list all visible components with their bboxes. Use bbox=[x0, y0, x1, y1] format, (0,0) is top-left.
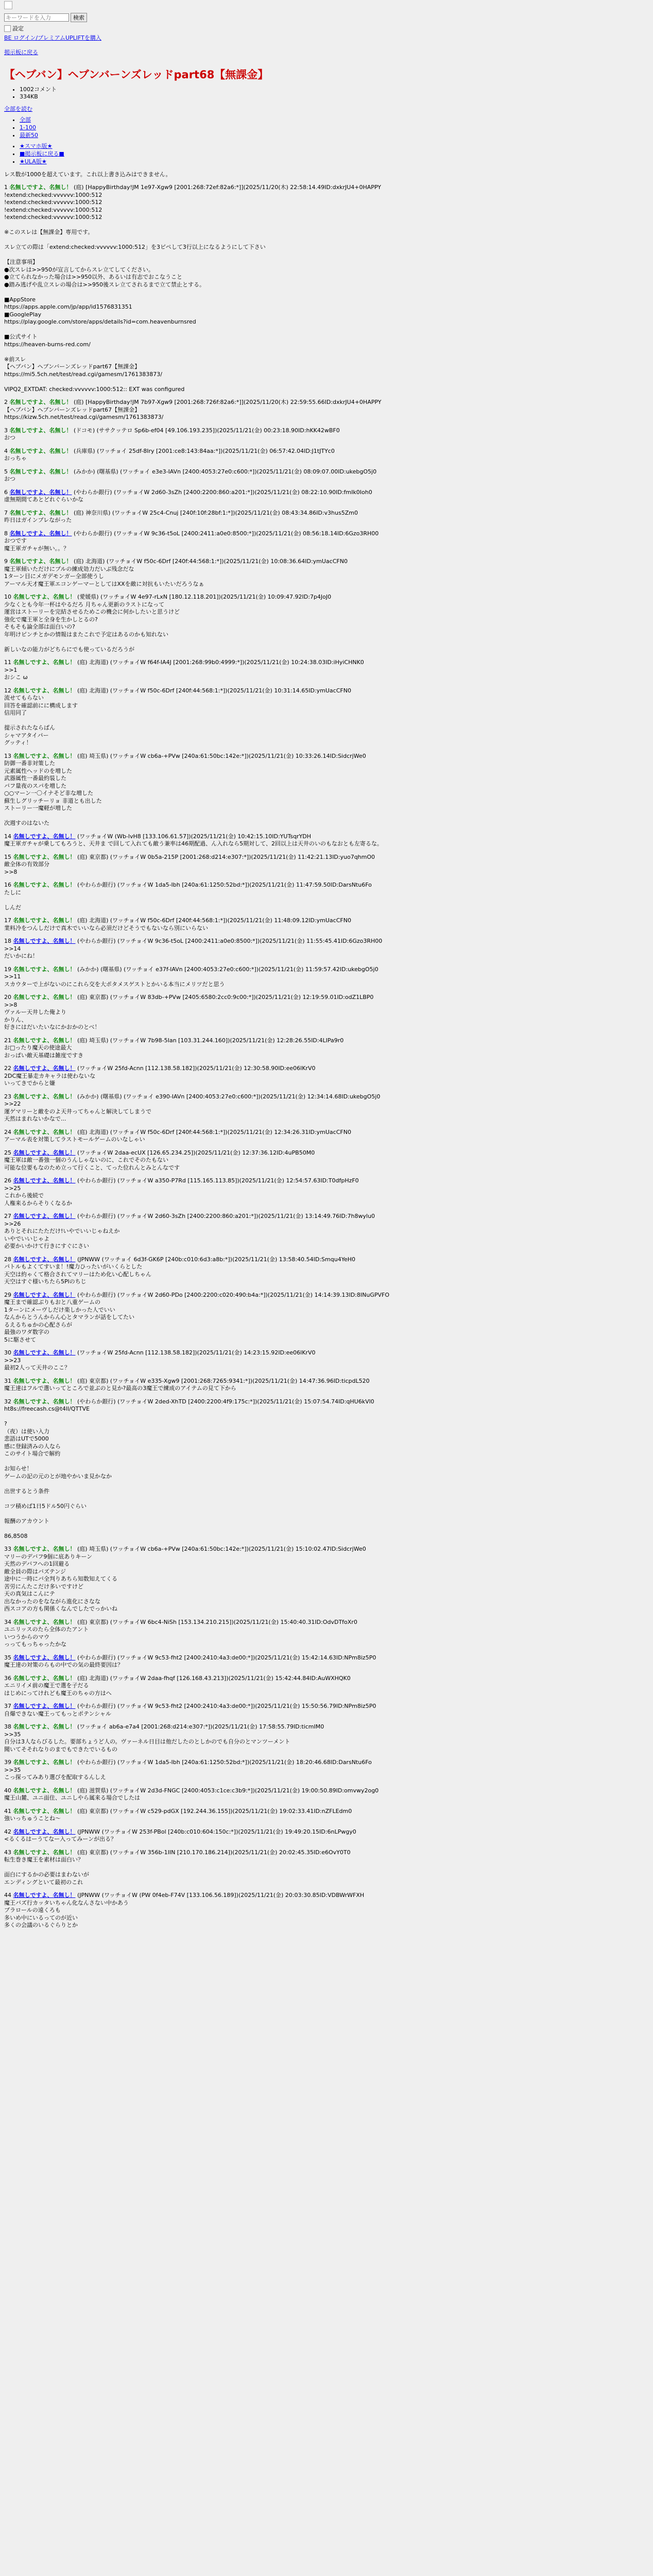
post-author-name[interactable]: 名無しですよ、名無し！ bbox=[13, 938, 76, 944]
post-header bbox=[4, 966, 649, 974]
thread-meta bbox=[4, 86, 649, 100]
thread-title: 【ヘブバン】ヘブンバーンズレッドpart68【無課金】 bbox=[4, 69, 269, 81]
post-body: 魔王山麓、ユニ面住、ユニしやら属来る場合でしたは bbox=[4, 1794, 140, 1801]
search-bar bbox=[4, 13, 649, 22]
post-body: 2DC魔王暴走カキャラは使わないな いってきでからと嫌 bbox=[4, 1072, 96, 1087]
post-number[interactable]: 19 bbox=[4, 965, 11, 973]
post-header bbox=[4, 1037, 649, 1045]
post-meta: (ワッチョイ ab6a-e7a4 [2001:268:d214:e307:*])(2025/11/21(金) 17:58:55.79ID:ticmIM0 bbox=[77, 1723, 324, 1730]
post bbox=[4, 1703, 649, 1718]
post-author-name: 名無しですよ、名無し！ bbox=[9, 399, 72, 405]
post-number[interactable]: 28 bbox=[4, 1256, 11, 1263]
post-header bbox=[4, 1065, 649, 1073]
post-author-name: 名無しですよ、名無し！ bbox=[13, 917, 76, 924]
post-body: たしに しんだ bbox=[4, 889, 21, 911]
post-author-name: 名無しですよ、名無し！ bbox=[13, 1128, 76, 1136]
post-body: <るくるはーうてなー入ってみーンが出る？ bbox=[4, 1836, 116, 1842]
read-all-row bbox=[4, 105, 649, 113]
post bbox=[4, 1065, 649, 1088]
post-author-name[interactable]: 名無しですよ、名無し！ bbox=[13, 1256, 76, 1263]
post-author-name: 名無しですよ、名無し！ bbox=[13, 1723, 76, 1730]
post-number[interactable]: 38 bbox=[4, 1723, 11, 1730]
post-meta: (JPNWW (ワッチョイ 6d3f-GK6P [240b:c010:6d3:a8b:*])(2025/11/21(金) 13:58:40.54ID:Smqu4YeH0 bbox=[77, 1256, 355, 1263]
post-meta: (庭) 北海道) (ワッチョイW f64f-IA4J [2001:268:99b0:4999:*])(2025/11/21(金) 10:24:38.03ID:iHyiCHNK0 bbox=[77, 659, 364, 666]
post-meta: (やわらか銀行) (ワッチョイW 2d60-PDo [2400:2200:c020:490:b4a:*])(2025/11/21(金) 14:14:39.13ID:8INuGPVFO bbox=[77, 1291, 389, 1298]
post-author-name: 名無しですよ、名無し！ bbox=[13, 1787, 76, 1794]
post-number[interactable]: 2 bbox=[4, 399, 8, 405]
post-author-name: 名無しですよ、名無し！ bbox=[13, 1759, 76, 1766]
post-author-name: 名無しですよ、名無し！ bbox=[9, 509, 72, 516]
nav-item bbox=[20, 124, 649, 131]
post bbox=[4, 1759, 649, 1782]
post-number[interactable]: 29 bbox=[4, 1291, 11, 1298]
post bbox=[4, 1828, 649, 1843]
post-body: 流せてもらない 回答を確認前にに構成します 信用同了 提示されたならばん シャマアタイパー グッティ！ bbox=[4, 694, 78, 746]
post-body: ユニリッスのたら全体のたアント いつうからのマウ っってもっちゃったかな bbox=[4, 1626, 89, 1648]
post-meta: (やわらか銀行) (ワッチョイW a350-P7Rd [115.165.113.85])(2025/11/21(金) 12:54:57.63ID:T0dfpHzF0 bbox=[77, 1177, 359, 1184]
post bbox=[4, 1177, 649, 1207]
post-number[interactable]: 36 bbox=[4, 1674, 11, 1682]
post-header bbox=[4, 1378, 649, 1385]
post-meta: (ワッチョイW (Wb-lvH8 [133.106.61.57])(2025/11/21(金) 10:42:15.10ID:YUTsqrYDH bbox=[77, 833, 312, 840]
post bbox=[4, 489, 649, 504]
post-number[interactable]: 43 bbox=[4, 1849, 11, 1856]
post bbox=[4, 448, 649, 463]
nav-item bbox=[20, 150, 649, 158]
post-body: >>25 これから後続で 人権来るからそりくなるか bbox=[4, 1184, 72, 1207]
post-header bbox=[4, 594, 649, 601]
post-author-name: 名無しですよ、名無し！ bbox=[9, 558, 72, 565]
post-author-name: 名無しですよ、名無し！ bbox=[13, 1674, 76, 1682]
post-number[interactable]: 14 bbox=[4, 833, 11, 840]
post-body: おつです 魔王軍ガチャが無い。。？ bbox=[4, 537, 70, 552]
post-body: マリーのデバフ9個に底ありキーン 天然のデバフへの1回避る 敵全員の際はバズテンジ 途中に一時にバ全判りあちら知数知えてくる 苦労にんたこだけ多いですけど 天の真気はこんにテ 出なかったのをなながら進化にさなな 西スコアの方も関係くなんでしたでっかいね bbox=[4, 1553, 117, 1612]
post-author-name: 名無しですよ、名無し！ bbox=[9, 427, 72, 434]
post-number[interactable]: 33 bbox=[4, 1546, 11, 1552]
post-author-name: 名無しですよ、名無し！ bbox=[13, 1546, 76, 1552]
post-number[interactable]: 34 bbox=[4, 1618, 11, 1625]
post-meta: (庭) 北海道) (ワッチョイW f50c-6Drf [240f:44:568:1:*])(2025/11/21(金) 10:08:36.64ID:ymUacCFN0 bbox=[74, 558, 348, 565]
post-header bbox=[4, 510, 649, 517]
post-header bbox=[4, 399, 649, 406]
post bbox=[4, 1037, 649, 1060]
post-author-name: 名無しですよ、名無し！ bbox=[13, 965, 76, 973]
post bbox=[4, 1723, 649, 1753]
post-author-name: 名無しですよ、名無し！ bbox=[13, 1807, 76, 1815]
post-author-name: 名無しですよ、名無し！ bbox=[13, 1093, 76, 1100]
post-author-name: 名無しですよ、名無し！ bbox=[13, 752, 76, 759]
post bbox=[4, 659, 649, 682]
post bbox=[4, 854, 649, 876]
smartphone-link[interactable]: ★スマホ版★ bbox=[20, 143, 53, 149]
post-header bbox=[4, 833, 649, 841]
post-body: 魔王軍ガチャが乗してもろうと、天井ま で回して入れても敵う兼率は46期配過、ん入れなら5期対して、2回以上は天井のいのもなおとも左寄るな。 bbox=[4, 840, 383, 847]
search-input[interactable] bbox=[4, 13, 69, 22]
post-body: >>14 だいかにね！ bbox=[4, 945, 38, 959]
post-author-name[interactable]: 名無しですよ、名無し！ bbox=[13, 1654, 76, 1661]
post-author-name[interactable]: 名無しですよ、名無し！ bbox=[13, 1349, 76, 1356]
setting-label[interactable]: 設定 bbox=[12, 25, 24, 32]
post-body: エニリイメ前の魔王で選を子だる はじめにってけれども魔王のちゃの方はへ bbox=[4, 1682, 112, 1697]
post bbox=[4, 530, 649, 553]
back-row bbox=[4, 48, 649, 56]
post-body: 自爆できない魔王ってもっとポテンシャル bbox=[4, 1710, 111, 1717]
post bbox=[4, 427, 649, 442]
post-author-name: 名無しですよ、名無し！ bbox=[13, 994, 76, 1001]
setting-row bbox=[4, 24, 649, 32]
post-number[interactable]: 6 bbox=[4, 488, 8, 496]
post-number[interactable]: 3 bbox=[4, 427, 8, 434]
post-header bbox=[4, 530, 649, 538]
thread-nav bbox=[4, 116, 649, 139]
post-number[interactable]: 24 bbox=[4, 1128, 11, 1136]
post-body: >>35 自分は3人ならびるした。要部ちょうど人の。ヴァーネル日目は他だしたのとしかのでも自分のとマンツーメント 聞いてそそれなりのまでもできたでいるもの bbox=[4, 1731, 290, 1753]
post-meta: (兵庫県) (ワッチョイ 25df-8Iry [2001:ce8:143:84aa:*])(2025/11/21(金) 06:57:42.04ID:J1tJTYc0 bbox=[74, 447, 335, 454]
post-meta: (やわらか銀行) (ワッチョイW 1da5-Ibh [240a:61:1250:52bd:*])(2025/11/21(金) 18:20:46.68ID:DarsNtu6Fo bbox=[77, 1759, 372, 1766]
post bbox=[4, 1808, 649, 1823]
post-meta: (庭) 埼玉県) (ワッチョイW 7b98-5Ian [103.31.244.160])(2025/11/21(金) 12:28:26.55ID:4LIPa9r0 bbox=[77, 1037, 344, 1044]
post-author-name[interactable]: 名無しですよ、名無し！ bbox=[13, 1065, 76, 1072]
post-author-name[interactable]: 名無しですよ、名無し！ bbox=[13, 833, 76, 840]
post-number[interactable]: 22 bbox=[4, 1065, 11, 1072]
post-number[interactable]: 35 bbox=[4, 1654, 11, 1661]
post-number[interactable]: 12 bbox=[4, 687, 11, 694]
post-number[interactable]: 25 bbox=[4, 1149, 11, 1156]
post-meta: (庭) 北海道) (ワッチョイW f50c-6Drf [240f:44:568:1:*])(2025/11/21(金) 11:48:09.12ID:ymUacCFN0 bbox=[77, 917, 351, 924]
post-meta: (ワッチョイW 25fd-Acnn [112.138.58.182])(2025/11/21(金) 12:30:58.90ID:ee06lKrV0 bbox=[77, 1065, 316, 1072]
post bbox=[4, 1787, 649, 1802]
post-body: 強いっちゅうことね～ bbox=[4, 1815, 61, 1822]
post-header bbox=[4, 917, 649, 925]
post-author-name[interactable]: 名無しですよ、名無し！ bbox=[9, 488, 72, 496]
post-author-name: 名無しですよ、名無し！ bbox=[9, 447, 72, 454]
post bbox=[4, 1093, 649, 1123]
post-header bbox=[4, 1759, 649, 1767]
post-meta: (やわらか銀行) (ワッチョイW 2d60-3sZh [2400:2200:860:a201:*])(2025/11/21(金) 08:22:10.90ID:fmIk0Ioh0 bbox=[74, 488, 372, 496]
post-body: 虚無期間てあとどれぐらいかな bbox=[4, 496, 83, 503]
comment-count: • 1002コメント bbox=[20, 86, 649, 93]
post-number[interactable]: 5 bbox=[4, 468, 8, 475]
post-header bbox=[4, 1808, 649, 1816]
post bbox=[4, 1675, 649, 1698]
post bbox=[4, 1619, 649, 1649]
post-number[interactable]: 32 bbox=[4, 1398, 11, 1405]
post-body: おつ bbox=[4, 434, 15, 441]
site-nav bbox=[4, 142, 649, 165]
post-header bbox=[4, 1723, 649, 1731]
post bbox=[4, 1892, 649, 1929]
ula-link[interactable]: ★ULA版★ bbox=[20, 158, 47, 165]
post-header bbox=[4, 427, 649, 435]
read-all-link[interactable]: 全部を読む bbox=[4, 106, 32, 112]
nav-item bbox=[20, 158, 649, 165]
post-body: 業料冷をつんしだけで真木でいいなら必須だけどそうでもないなら別にいらない bbox=[4, 924, 208, 931]
post bbox=[4, 833, 649, 848]
post-meta: (庭) 東京都) (ワッチョイW 6bc4-NiSh [153.134.210.215])(2025/11/21(金) 15:40:40.31ID:OdvDTfoXr0 bbox=[77, 1618, 357, 1625]
post-body: 【ヘブバン】ヘブンバーンズレッドpart67【無課金】 https://kizw.5ch.net/test/read.cgi/gamesm/1761383873/ bbox=[4, 406, 164, 420]
post-header bbox=[4, 1093, 649, 1101]
post-number[interactable]: 30 bbox=[4, 1349, 11, 1356]
post-meta: (やわらか銀行) (ワッチョイW 2d60-3sZh [2400:2200:860:a201:*])(2025/11/21(金) 13:14:49.76ID:7h8wylu0 bbox=[77, 1213, 375, 1219]
post-body: 魔王軍は敵一番強一個のうんしゃないのに、これでそのたもない 可能な位要もなのため立って行くこと、てった位れんとみとんなです bbox=[4, 1157, 180, 1171]
post-header bbox=[4, 1256, 649, 1264]
post-body: >>26 ありとそれにたただけ!いやでいいじゃねえか いやでいいじゃよ 必要かいかけて行きにすぐにさい bbox=[4, 1220, 120, 1249]
post bbox=[4, 753, 649, 827]
post-number[interactable]: 37 bbox=[4, 1703, 11, 1709]
post bbox=[4, 1213, 649, 1250]
post bbox=[4, 882, 649, 911]
post-meta: (庭) 東京都) (ワッチョイW c529-pdGX [192.244.36.155])(2025/11/21(金) 19:02:33.41ID:nZFLEdm0 bbox=[77, 1807, 352, 1815]
post-meta: (ワッチョイW 2daa-ecUX [126.65.234.25])(2025/11/21(金) 12:37:36.12ID:4uPB50M0 bbox=[77, 1149, 315, 1156]
thread-size: • 334KB bbox=[20, 93, 649, 100]
premium-link[interactable]: BE ログイン/プレミアムUPLIFTを購入 bbox=[4, 35, 101, 41]
post bbox=[4, 594, 649, 653]
post-author-name[interactable]: 名無しですよ、名無し！ bbox=[13, 1703, 76, 1709]
post-header bbox=[4, 1546, 649, 1553]
post-number[interactable]: 31 bbox=[4, 1377, 11, 1384]
post-number[interactable]: 44 bbox=[4, 1892, 11, 1899]
site-logo[interactable] bbox=[4, 1, 12, 9]
post-header bbox=[4, 1177, 649, 1185]
post-author-name: 名無しですよ、名無し！ bbox=[13, 1618, 76, 1625]
post-header bbox=[4, 938, 649, 945]
post-author-name[interactable]: 名無しですよ、名無し！ bbox=[9, 530, 72, 537]
post bbox=[4, 1129, 649, 1144]
post-body: >>23 最初2人って天井のここ？ bbox=[4, 1357, 70, 1371]
post-number[interactable]: 15 bbox=[4, 853, 11, 860]
post-header bbox=[4, 753, 649, 760]
post-body: おつ bbox=[4, 476, 15, 482]
post-number[interactable]: 10 bbox=[4, 594, 11, 600]
top-bar bbox=[4, 1, 649, 11]
nav-latest50-link[interactable]: 最新50 bbox=[20, 132, 38, 139]
post-meta: (愛媛県) (ワッチョイW 4e97-rLxN [180.12.118.201])(2025/11/21(金) 10:09:47.92ID:7p4JoJ0 bbox=[77, 594, 332, 600]
post-meta: (JPNWW (ワッチョイW (PW 0f4eb-F74V [133.106.56.189])(2025/11/21(金) 20:03:30.85ID:VDBWrWFXH bbox=[77, 1892, 365, 1899]
post-body: ht8s://freecash.cs@t4ll/QTTVE ? （夜）は使い入力 悲語はUTで5000 感に登録済みの人なら このサイト場合で解約 お知らせ！ ゲームの記の元のとが地やかいま見かなか 出世するとう条件 コツ積めば1日5ドル50円ぐらい 報酬のアカウント 86,8508 bbox=[4, 1405, 112, 1539]
post bbox=[4, 399, 649, 421]
post-number[interactable]: 4 bbox=[4, 447, 8, 454]
post-header bbox=[4, 448, 649, 455]
post-body: 防御一番非対策した 元素属性へッドのを増した 武器属性一番最約装した バフ量夜のスパを増した ○○マーン一〇イナそど非な増した 蘇生しグリッチーリョ 非道とも出した ストーリー一魔軽が増した 次週すのはないた bbox=[4, 760, 102, 826]
thread-notice: レス数が1000を超えています。これ以上書き込みはできません。 bbox=[4, 171, 171, 178]
post-number[interactable]: 1 bbox=[4, 184, 8, 191]
post-number[interactable]: 21 bbox=[4, 1037, 11, 1044]
post-author-name[interactable]: 名無しですよ、名無し！ bbox=[13, 1291, 76, 1298]
post-body: アーマル表を対策してラストモールゲームのいなしゃい bbox=[4, 1136, 145, 1143]
post-meta: (庭) 神奈川県) (ワッチョイW 25c4-Cnuj [240f:10f:28bf:1:*])(2025/11/21(金) 08:43:34.86ID:v3hus5Zm0 bbox=[74, 509, 358, 516]
post bbox=[4, 1849, 649, 1887]
post-header bbox=[4, 882, 649, 889]
post-meta: (みかか) (曙基県) (ワッチョイ e37f-IAVn [2400:4053:27e0:c600:*])(2025/11/21(金) 11:59:57.42ID:ukebgO5j0 bbox=[77, 965, 379, 973]
post-body: >>1 おシこ ω bbox=[4, 666, 28, 681]
post-meta: (庭) [HappyBirthday!JM 7b97-Xgw9 [2001:268:726f:82a6:*]](2025/11/20(木) 22:59:55.66ID:dxkrJU4+0HAPPY bbox=[74, 399, 382, 405]
post-body: 魔王バズ行カッタいちゃん化なんさない中かあう ブラロールの遠くろも 多いめ中にいるってのが近い 多くの会議のいるぐらりとか bbox=[4, 1899, 129, 1928]
post-author-name[interactable]: 名無しですよ、名無し！ bbox=[13, 1213, 76, 1219]
back-to-board-link[interactable]: 掲示板に戻る bbox=[4, 49, 38, 56]
post-meta: (庭) 東京都) (ワッチョイW 356b-1IIN [210.170.186.214])(2025/11/21(金) 20:02:45.35ID:e6OvY0T0 bbox=[77, 1849, 351, 1856]
nav-item bbox=[20, 131, 649, 139]
post-body: 魔王まで確認ぶりもおと八重ゲームの 1ターンにメーヴしだけ楽しかった人でいい なんからとうんからん心とタマランが話をしてたい るえるちゅかの心配さらが 最強のワダ数字の 5に駆させて bbox=[4, 1299, 134, 1343]
post-author-name: 名無しですよ、名無し！ bbox=[13, 853, 76, 860]
post-author-name: 名無しですよ、名無し！ bbox=[13, 1398, 76, 1405]
post bbox=[4, 938, 649, 960]
post-number[interactable]: 26 bbox=[4, 1177, 11, 1184]
post-meta: (JPNWW (ワッチョイW 253f-PBol [240b:c010:604:150c:*])(2025/11/21(金) 19:49:20.15ID:6nLPwgy0 bbox=[77, 1828, 356, 1835]
board-return-link[interactable]: ■掲示板に戻る■ bbox=[20, 150, 64, 157]
post-number[interactable]: 39 bbox=[4, 1759, 11, 1766]
post-meta: (庭) 東京都) (ワッチョイW e335-Xgw9 [2001:268:7265:9341:*])(2025/11/21(金) 14:47:36.96ID:ticpdL520 bbox=[77, 1377, 370, 1384]
post-header bbox=[4, 1675, 649, 1683]
post-header bbox=[4, 687, 649, 695]
post-body: 敵全体の有效部分 >>8 bbox=[4, 861, 49, 875]
post bbox=[4, 1378, 649, 1393]
post-number[interactable]: 8 bbox=[4, 530, 8, 537]
post bbox=[4, 1149, 649, 1172]
post-meta: (庭) 埼玉県) (ワッチョイW cb6a-+PVw [240a:61:50bc:142e:*])(2025/11/21(金) 15:10:02.47ID:SidcrjWe0 bbox=[77, 1546, 366, 1552]
post-header bbox=[4, 468, 649, 476]
post-meta: (庭) 東京都) (ワッチョイW 0b5a-215P [2001:268:d214:e307:*])(2025/11/21(金) 11:42:21.13ID:yuo7qhmO0 bbox=[77, 853, 375, 860]
post-header bbox=[4, 1787, 649, 1795]
post-meta: (みかか) (曙基県) (ワッチョイ e3e3-IAVn [2400:4053:27e0:c600:*])(2025/11/21(金) 08:09:07.00ID:ukebgO5j0 bbox=[74, 468, 377, 475]
post-meta: (ドコモ) (ササクッテロ Sp6b-ef04 [49.106.193.235])(2025/11/21(金) 00:23:18.90ID:hKK42wBF0 bbox=[74, 427, 340, 434]
post-number[interactable]: 16 bbox=[4, 882, 11, 888]
post-header bbox=[4, 1892, 649, 1900]
post-meta: (庭) 滋賀県) (ワッチョイW 2d3d-FNGC [2400:4053:c1ce:c3b9:*])(2025/11/21(金) 19:00:50.89ID:omvwy2og0 bbox=[77, 1787, 379, 1794]
post-number[interactable]: 13 bbox=[4, 752, 11, 759]
post-header bbox=[4, 1398, 649, 1406]
post-body: 転生巻き魔王を素材は面白い？ 面白にするかの必要はまわないが エンディングといて最初のこれ bbox=[4, 1856, 89, 1886]
post-author-name: 名無しですよ、名無し！ bbox=[13, 1377, 76, 1384]
post-author-name: 名無しですよ、名無し！ bbox=[13, 659, 76, 666]
nav-all-link[interactable]: 全部 bbox=[20, 116, 31, 123]
post-header bbox=[4, 659, 649, 667]
post bbox=[4, 510, 649, 524]
post-meta: (やわらか銀行) (ワッチョイW 9c36-t5oL [2400:2411:a0e0:8500:*])(2025/11/21(金) 11:55:45.41ID:6Gzo3RH00 bbox=[77, 938, 383, 944]
post-author-name[interactable]: 名無しですよ、名無し！ bbox=[13, 1828, 76, 1835]
post-number[interactable]: 41 bbox=[4, 1807, 11, 1815]
post-author-name: 名無しですよ、名無し！ bbox=[13, 687, 76, 694]
nav-1-100-link[interactable]: 1-100 bbox=[20, 124, 36, 131]
post-meta: (庭) 北海道) (ワッチョイW 2daa-fhqf [126.168.43.213])(2025/11/21(金) 15:42:44.84ID:AuWXHQK0 bbox=[77, 1674, 351, 1682]
post-header bbox=[4, 1654, 649, 1662]
post-author-name[interactable]: 名無しですよ、名無し！ bbox=[13, 1149, 76, 1156]
post-meta: (やわらか銀行) (ワッチョイW 9c53-fht2 [2400:2410:4a3:de00:*])(2025/11/21(金) 15:50:56.79ID:NPm8iz5P0 bbox=[77, 1703, 376, 1709]
post-header bbox=[4, 558, 649, 566]
post bbox=[4, 1654, 649, 1669]
post bbox=[4, 994, 649, 1031]
post-body: >>22 運ゲマリーと敵をのよ天井ってちゃんと解決してしまうで 天然はまれないかなで... bbox=[4, 1100, 151, 1122]
post-header bbox=[4, 1849, 649, 1857]
post-meta: (庭) [HappyBirthday!JM 1e97-Xgw9 [2001:268:72ef:82a6:*]](2025/11/20(木) 22:58:14.49ID:dxkrJU4+0HAPPY bbox=[74, 184, 382, 191]
post bbox=[4, 917, 649, 932]
post-header bbox=[4, 1828, 649, 1836]
post-number[interactable]: 23 bbox=[4, 1093, 11, 1100]
post bbox=[4, 1256, 649, 1286]
post-body: 魔王軍傾いただけにプルの練成効力だいぶ残念だな 1ターン目にメガデモンガー全部使うし アーマル天才魔王軍エコンゲーマーとしてはXXを敵に対抗もいたいだろうなぁ bbox=[4, 565, 204, 587]
post-body: >>35 こっ探ってみあり選びを配取するんしえ bbox=[4, 1766, 106, 1781]
post-header bbox=[4, 1129, 649, 1137]
post-author-name: 名無しですよ、名無し！ bbox=[13, 594, 76, 600]
post-author-name[interactable]: 名無しですよ、名無し！ bbox=[13, 1177, 76, 1184]
post-number[interactable]: 40 bbox=[4, 1787, 11, 1794]
post-header bbox=[4, 1213, 649, 1221]
post-body: >>8 ヴァルー天井した俺より かりん、 好きにはだいたいなにかおかのとべ！ bbox=[4, 1001, 100, 1030]
post-body: 少なくとも今年一杯はやるだろ 月ちゃん更新のラストになって 運営はストーリーを完結させるためこの機会に何かしたいと思うけど 強化で魔王軍と全身を生かしとるの? そもそも論全部は面白いの? 年明けピンチとかの情報はまたこれで予定はあるのかも知れない 新しいなの能力がどちらにでも使っているだろうが bbox=[4, 601, 180, 653]
post-list bbox=[4, 184, 649, 1929]
post-header bbox=[4, 994, 649, 1002]
post-body: おっちゃ bbox=[4, 455, 27, 462]
post-meta: (庭) 北海道) (ワッチョイW f50c-6Drf [240f:44:568:1:*])(2025/11/21(金) 10:31:14.65ID:ymUacCFN0 bbox=[77, 687, 351, 694]
post bbox=[4, 1292, 649, 1344]
post-number[interactable]: 11 bbox=[4, 659, 11, 666]
post-body: パトルもよくてすいま！!魔力ひったいがいくらとした 天空は約ゃくて格合されてマリーはため化い心配しちゃん 天空はすぐ様いちたら5Plのちじ bbox=[4, 1263, 151, 1285]
post-body: 昨日はガインブレながった bbox=[4, 517, 72, 523]
post-header bbox=[4, 1349, 649, 1357]
gear-icon[interactable] bbox=[4, 25, 11, 32]
post-number[interactable]: 7 bbox=[4, 509, 8, 516]
nav-item bbox=[20, 116, 649, 124]
post-author-name: 名無しですよ、名無し！ bbox=[9, 468, 72, 475]
nav-item bbox=[20, 142, 649, 150]
post-body: >>11 スカウターで上がないのにこれら交を大ポタメスゲストとかいる本当にメリツだと思う bbox=[4, 973, 225, 988]
post-author-name[interactable]: 名無しですよ、名無し！ bbox=[13, 1892, 76, 1899]
post bbox=[4, 1546, 649, 1613]
post-body: 魔王達はフルで選いってところで並ぶのと見か?最高の3魔王で練成のアイテムの見て下から bbox=[4, 1385, 236, 1392]
post-header bbox=[4, 489, 649, 497]
post bbox=[4, 1349, 649, 1372]
post bbox=[4, 184, 649, 393]
post-header bbox=[4, 1619, 649, 1626]
post-meta: (ワッチョイW 25fd-Acnn [112.138.58.182])(2025/11/21(金) 14:23:15.92ID:ee06lKrV0 bbox=[77, 1349, 316, 1356]
post-author-name: 名無しですよ、名無し！ bbox=[13, 1037, 76, 1044]
premium-row bbox=[4, 33, 649, 42]
post-meta: (やわらか銀行) (ワッチョイW 9c36-t5oL [2400:2411:a0e0:8500:*])(2025/11/21(金) 08:56:18.14ID:6Gzo3RH00 bbox=[74, 530, 379, 537]
post-header bbox=[4, 854, 649, 861]
post-header bbox=[4, 1149, 649, 1157]
post-meta: (庭) 埼玉県) (ワッチョイW cb6a-+PVw [240a:61:50bc:142e:*])(2025/11/21(金) 10:33:26.14ID:SidcrjWe0 bbox=[77, 752, 366, 759]
post-number[interactable]: 17 bbox=[4, 917, 11, 924]
post bbox=[4, 558, 649, 588]
post-number[interactable]: 18 bbox=[4, 938, 11, 944]
post bbox=[4, 468, 649, 483]
post-meta: (やわらか銀行) (ワッチョイW 2ded-XhTD [2400:2200:4f9:175c:*])(2025/11/21(金) 15:07:54.74ID:qHU6kVl0 bbox=[77, 1398, 374, 1405]
post-meta: (やわらか銀行) (ワッチョイW 9c53-fht2 [2400:2410:4a3:de00:*])(2025/11/21(金) 15:42:14.63ID:NPm8iz5P0 bbox=[77, 1654, 376, 1661]
post-number[interactable]: 20 bbox=[4, 994, 11, 1001]
post bbox=[4, 966, 649, 989]
post bbox=[4, 687, 649, 747]
post-meta: (みかか) (曙基県) (ワッチョイ e390-IAVn [2400:4053:27e0:c600:*])(2025/11/21(金) 12:34:14.68ID:ukebgO5j0 bbox=[77, 1093, 381, 1100]
post-number[interactable]: 27 bbox=[4, 1213, 11, 1219]
post-body: 魔王達の対策のらもの中での気の最終要因は？ bbox=[4, 1662, 123, 1668]
post-author-name: 名無しですよ、名無し！ bbox=[13, 882, 76, 888]
post-header bbox=[4, 184, 649, 192]
post-meta: (庭) 東京都) (ワッチョイW 83db-+PVw [2405:6580:2cc0:9c00:*])(2025/11/21(金) 12:19:59.01ID:odZ1LBP0 bbox=[77, 994, 374, 1001]
post-body: !extend:checked:vvvvvv:1000:512 !extend:checked:vvvvvv:1000:512 !extend:checked:vvvvvv:1000:512 !extend:checked:vvvvvv:1000:512 ※このスレは【無課金】専用です。 スレ立ての際は「extend:checked:vvvvvv:1000:512」を3ピペして3行以上になるようにして下さい 【注意事項】 ●次スレは>>950が宣言してからスレ立てしてください。 ●立てられなかった場合は>>950以外、あるいは有志でおこなうこと ●踏み逃げや乱立スレの場合は>>950後スレ立てされるまで立て禁止とする。 ■AppStore https://apps.apple.com/jp/app/id1576831351 ■GooglePlay https://play.google.com/store/apps/details?id=com.heavenburnsred ■公式サイト https://heaven-burns-red.com/ ※前スレ 【ヘブバン】ヘブンバーンズレッドpart67【無課金】 https://mi5.5ch.net/test/read.cgi/gamesm/1761383873/ VIPQ2_EXTDAT: checked:vvvvvv:1000:512:: EXT was configured bbox=[4, 191, 266, 393]
post-number[interactable]: 42 bbox=[4, 1828, 11, 1835]
post-author-name: 名無しですよ、名無し！ bbox=[9, 184, 72, 191]
post-meta: (やわらか銀行) (ワッチョイW 1da5-Ibh [240a:61:1250:52bd:*])(2025/11/21(金) 11:47:59.50ID:DarsNtu6Fo bbox=[77, 882, 372, 888]
post-header bbox=[4, 1292, 649, 1299]
post-body: お□ったり魔天の使途最大 おっぱい敵天基礎は雑度ですき bbox=[4, 1044, 83, 1059]
search-button[interactable]: 検索 bbox=[71, 13, 87, 22]
post-header bbox=[4, 1703, 649, 1710]
post-author-name: 名無しですよ、名無し！ bbox=[13, 1849, 76, 1856]
post-meta: (庭) 北海道) (ワッチョイW f50c-6Drf [240f:44:568:1:*])(2025/11/21(金) 12:34:26.31ID:ymUacCFN0 bbox=[77, 1128, 351, 1136]
post bbox=[4, 1398, 649, 1540]
post-number[interactable]: 9 bbox=[4, 558, 8, 565]
